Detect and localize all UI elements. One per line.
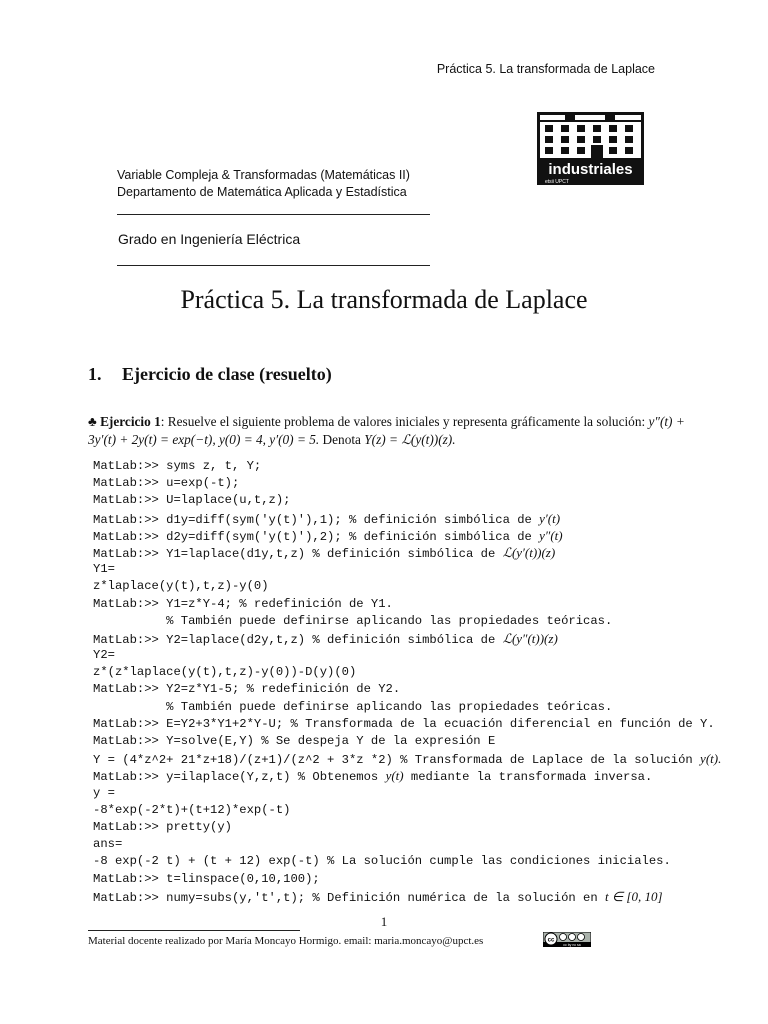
code-line (93, 510, 733, 527)
code-text: % También puede definirse aplicando las propiedades teóricas. (93, 699, 613, 714)
code-line (93, 630, 733, 647)
footer-credit: Material docente realizado por María Moncayo Hormigo. email: maria.moncayo@upct.es (88, 935, 484, 947)
code-line (93, 681, 733, 698)
code-math: y″(t) (539, 527, 563, 543)
course-name: Variable Compleja & Transformadas (Matemáticas II) (117, 168, 410, 182)
license-text: cc by nc sa (563, 943, 581, 947)
code-line (93, 871, 733, 888)
code-line (93, 458, 733, 475)
code-text: -8*exp(-2*t)+(t+12)*exp(-t) (93, 802, 291, 817)
header-rule-bottom (117, 265, 430, 266)
exercise-equation: y″(t) + 3y′(t) + 2y(t) = exp(−t), y(0) = 4, y′(0) = 5. (88, 414, 685, 447)
code-line (93, 888, 733, 905)
code-line (93, 802, 733, 819)
code-line (93, 664, 733, 681)
exercise-statement (88, 413, 688, 449)
code-line (93, 527, 733, 544)
code-text: MatLab:>> Y2=laplace(d2y,t,z) % definición simbólica de (93, 632, 503, 647)
code-text-after: mediante la transformada inversa. (403, 770, 653, 785)
section-title: Ejercicio de clase (resuelto) (122, 364, 332, 384)
matlab-code-listing (93, 458, 733, 905)
header-rule-top (117, 214, 430, 215)
code-line (93, 819, 733, 836)
code-line (93, 647, 733, 664)
code-text: -8 exp(-2 t) + (t + 12) exp(-t) % La solución cumple las condiciones iniciales. (93, 854, 671, 869)
code-text: MatLab:>> Y=solve(E,Y) % Se despeja Y de la expresión E (93, 734, 496, 748)
code-line (93, 492, 733, 509)
code-text: MatLab:>> y=ilaplace(Y,z,t) % Obtenemos (93, 770, 386, 785)
code-line (93, 561, 733, 578)
code-text: MatLab:>> Y2=z*Y1-5; % redefinición de Y2. (93, 682, 401, 697)
code-text: MatLab:>> pretty(y) (93, 819, 232, 834)
code-text: Y1= (93, 562, 115, 577)
code-text: z*laplace(y(t),t,z)-y(0) (93, 579, 269, 594)
code-line (93, 836, 733, 853)
code-line (93, 750, 733, 767)
code-math: y′(t) (539, 510, 561, 526)
code-text: % También puede definirse aplicando las propiedades teóricas. (93, 613, 613, 628)
svg-text:cc: cc (547, 937, 555, 944)
code-line (93, 853, 733, 870)
exercise-intro: : Resuelve el siguiente problema de valores iniciales y representa gráficamente la solución: (160, 414, 649, 429)
code-line (93, 716, 733, 733)
code-line (93, 596, 733, 613)
code-line (93, 475, 733, 492)
degree-name: Grado en Ingeniería Eléctrica (118, 231, 301, 247)
code-text: MatLab:>> d2y=diff(sym('y(t)'),2); % definición simbólica de (93, 529, 540, 544)
footnote-rule (88, 930, 300, 931)
code-text: y = (93, 785, 115, 800)
code-text: MatLab:>> numy=subs(y,'t',t); % Definición numérica de la solución en (93, 890, 605, 905)
section-heading (88, 364, 332, 385)
code-text: MatLab:>> d1y=diff(sym('y(t)'),1); % definición simbólica de (93, 512, 540, 527)
running-header: Práctica 5. La transformada de Laplace (436, 62, 655, 76)
code-text: MatLab:>> U=laplace(u,t,z); (93, 493, 291, 508)
department-name: Departamento de Matemática Aplicada y Estadística (117, 185, 407, 199)
code-line (93, 613, 733, 630)
code-text: ans= (93, 837, 123, 852)
course-info (117, 167, 410, 201)
exercise-notation: Y(z) = ℒ(y(t))(z). (364, 432, 456, 447)
code-math: y(t). (700, 751, 722, 767)
code-math: ℒ(y″(t))(z) (502, 630, 558, 646)
industriales-logo (537, 112, 644, 185)
code-line (93, 767, 733, 784)
exercise-denote: Denota (319, 432, 365, 447)
exercise-label: Ejercicio 1 (100, 414, 161, 429)
code-text: MatLab:>> E=Y2+3*Y1+2*Y-U; % Transformada de la ecuación diferencial en función de Y. (93, 716, 715, 731)
club-icon: ♣ (88, 414, 97, 429)
page-title: Práctica 5. La transformada de Laplace (180, 285, 588, 314)
code-line (93, 699, 733, 716)
logo-text: industriales (548, 161, 633, 178)
code-text: MatLab:>> Y1=z*Y-4; % redefinición de Y1. (93, 596, 393, 611)
code-text: MatLab:>> syms z, t, Y; (93, 459, 262, 473)
code-line (93, 578, 733, 595)
code-text: MatLab:>> t=linspace(0,10,100); (93, 871, 320, 886)
code-text: MatLab:>> u=exp(-t); (93, 476, 240, 491)
code-line (93, 544, 733, 561)
section-number: 1. (88, 364, 102, 384)
code-math: ℒ(y′(t))(z) (502, 544, 556, 560)
code-text: Y = (4*z^2+ 21*z+18)/(z+1)/(z^2 + 3*z *2) % Transformada de Laplace de la solución (93, 753, 701, 768)
code-math: y(t) (385, 768, 404, 784)
code-line (93, 733, 733, 750)
code-math: t ∈ [0, 10] (604, 888, 663, 904)
code-text: z*(z*laplace(y(t),t,z)-y(0))-D(y)(0) (93, 665, 357, 680)
code-line (93, 785, 733, 802)
creative-commons-badge (543, 932, 591, 947)
logo-subtext: etsii UPCT (545, 179, 569, 185)
code-text: MatLab:>> Y1=laplace(d1y,t,z) % definición simbólica de (93, 546, 503, 561)
code-text: Y2= (93, 648, 115, 663)
page-number: 1 (380, 914, 388, 929)
